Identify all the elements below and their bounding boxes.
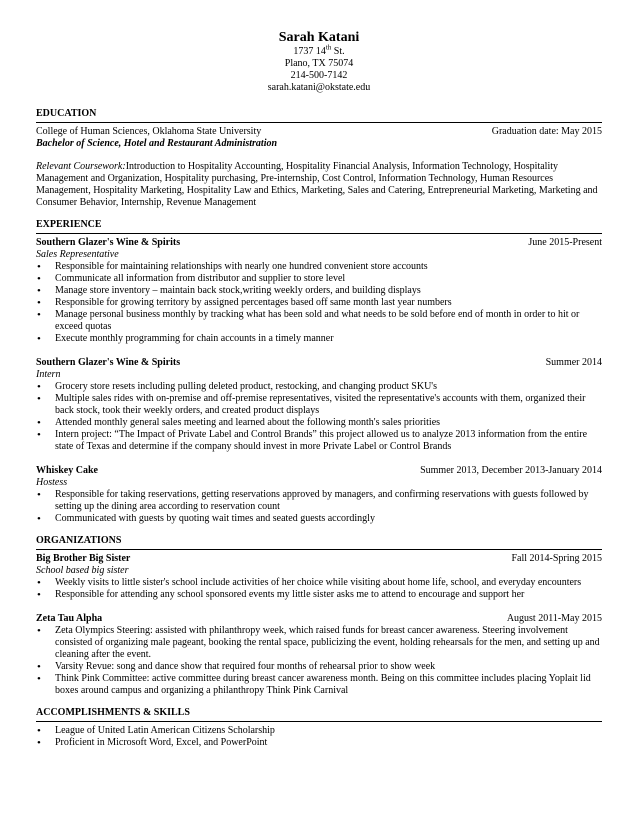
org-header: [36, 553, 602, 565]
education-heading: EDUCATION: [36, 108, 97, 119]
phone-line: 214-500-7142: [290, 70, 348, 81]
skills-heading: ACCOMPLISHMENTS & SKILLS: [36, 707, 190, 718]
address-line: 1737 14th St.: [293, 43, 345, 57]
city-line: Plano, TX 75074: [284, 58, 354, 69]
job-bullets: [36, 381, 602, 453]
job-role: Hostess: [36, 477, 68, 488]
job-role: Intern: [36, 369, 61, 380]
list-item: • Weekly visits to little sister's school include activities of her choice while visiting about home life, school, and everyday encounters: [36, 577, 602, 589]
job-role: Sales Representative: [36, 249, 119, 260]
graduation-date: Graduation date: May 2015: [491, 126, 602, 137]
org-bullets: [36, 625, 602, 697]
education-row: [36, 126, 602, 138]
list-item: • Manage store inventory – maintain back stock,writing weekly orders, and building displays: [36, 285, 602, 297]
job-header: [36, 465, 602, 477]
degree: Bachelor of Science, Hotel and Restaurant Administration: [36, 138, 278, 149]
organizations-heading: ORGANIZATIONS: [36, 535, 122, 546]
job-bullets: [36, 489, 602, 525]
skills-bullets: [36, 725, 602, 749]
list-item: • Intern project: “The Impact of Private Label and Control Brands” this project allowed us to analyze 2013 information from the entire state of Texas and determine if the company should invest in more Private Label or Control Brands: [36, 429, 602, 453]
job-dates: June 2015-Present: [528, 237, 602, 248]
list-item: • Execute monthly programming for chain accounts in a timely manner: [36, 333, 602, 345]
list-item: • Communicate all information from distributor and supplier to store level: [36, 273, 602, 285]
list-item: • Responsible for growing territory by assigned percentages based off same month last year numbers: [36, 297, 602, 309]
section-divider: [36, 233, 602, 234]
list-item: • Responsible for taking reservations, getting reservations approved by managers, and confirming reservations with guests followed by setting up the dining area according to reservation count: [36, 489, 602, 513]
list-item: • League of United Latin American Citizens Scholarship: [36, 725, 602, 737]
org-name: Big Brother Big Sister: [36, 553, 131, 564]
list-item: • Communicated with guests by quoting wait times and seated guests accordingly: [36, 513, 602, 525]
coursework-text: Introduction to Hospitality Accounting, Hospitality Financial Analysis, Information Technology, Hospitality Management and Organization, Hospitality purchasing, Pre-internship, Cost Control, Information Technology, Human Resources Management, Hospitality Marketing, Hospitality Law and Ethics, Marketing, Sales and Catering, Entrepreneurial Marketing, Marketing and Consumer Behavior, Internship, Revenue Management: [36, 161, 598, 208]
list-item: • Manage personal business monthly by tracking what has been sold and what needs to be sold before end of month in order to hit or exceed quotas: [36, 309, 602, 333]
org-role: School based big sister: [36, 565, 129, 576]
list-item: • Multiple sales rides with on-premise and off-premise representatives, visited the representative's accounts with them, organized their back stock, took their weekly orders, and created product displays: [36, 393, 602, 417]
job-org: Southern Glazer's Wine & Spirits: [36, 357, 181, 368]
job-header: [36, 357, 602, 369]
list-item: • Grocery store resets including pulling deleted product, restocking, and changing product SKU's: [36, 381, 602, 393]
coursework: [36, 161, 602, 209]
list-item: • Proficient in Microsoft Word, Excel, and PowerPoint: [36, 737, 602, 749]
org-bullets: [36, 577, 602, 601]
job-org: Whiskey Cake: [36, 465, 98, 476]
section-divider: [36, 549, 602, 550]
resume-page: [36, 30, 602, 749]
org-header: [36, 613, 602, 625]
section-divider: [36, 721, 602, 722]
job-org: Southern Glazer's Wine & Spirits: [36, 237, 181, 248]
list-item: • Varsity Revue: song and dance show that required four months of rehearsal prior to show week: [36, 661, 602, 673]
org-dates: Fall 2014-Spring 2015: [511, 553, 602, 564]
job-bullets: [36, 261, 602, 345]
email-line: sarah.katani@okstate.edu: [267, 82, 371, 93]
school-name: College of Human Sciences, Oklahoma State University: [36, 126, 262, 137]
org-name: Zeta Tau Alpha: [36, 613, 103, 624]
list-item: • Zeta Olympics Steering: assisted with philanthropy week, which raised funds for breast cancer awareness. Steering involvement consisted of organizing male pageant, booking the rental space, publicizing the event, holding rehearsals for the men, and setting up and cleaning after the event.: [36, 625, 602, 661]
org-dates: August 2011-May 2015: [506, 613, 602, 624]
list-item: • Responsible for attending any school sponsored events my little sister asks me to attend to encourage and support her: [36, 589, 602, 601]
section-divider: [36, 122, 602, 123]
job-dates: Summer 2014: [545, 357, 602, 368]
list-item: • Attended monthly general sales meeting and learned about the following month's sales priorities: [36, 417, 602, 429]
coursework-label: Relevant Coursework:: [36, 161, 126, 172]
job-dates: Summer 2013, December 2013-January 2014: [420, 465, 602, 476]
list-item: • Think Pink Committee: active committee during breast cancer awareness month. Being on this committee includes placing Yoplait lid boxes around campus and organizing a philanthropy Think Pink Carnival: [36, 673, 602, 697]
experience-heading: EXPERIENCE: [36, 219, 102, 230]
job-header: [36, 237, 602, 249]
candidate-name: Sarah Katani: [278, 30, 360, 45]
list-item: • Responsible for maintaining relationships with nearly one hundred convenient store accounts: [36, 261, 602, 273]
